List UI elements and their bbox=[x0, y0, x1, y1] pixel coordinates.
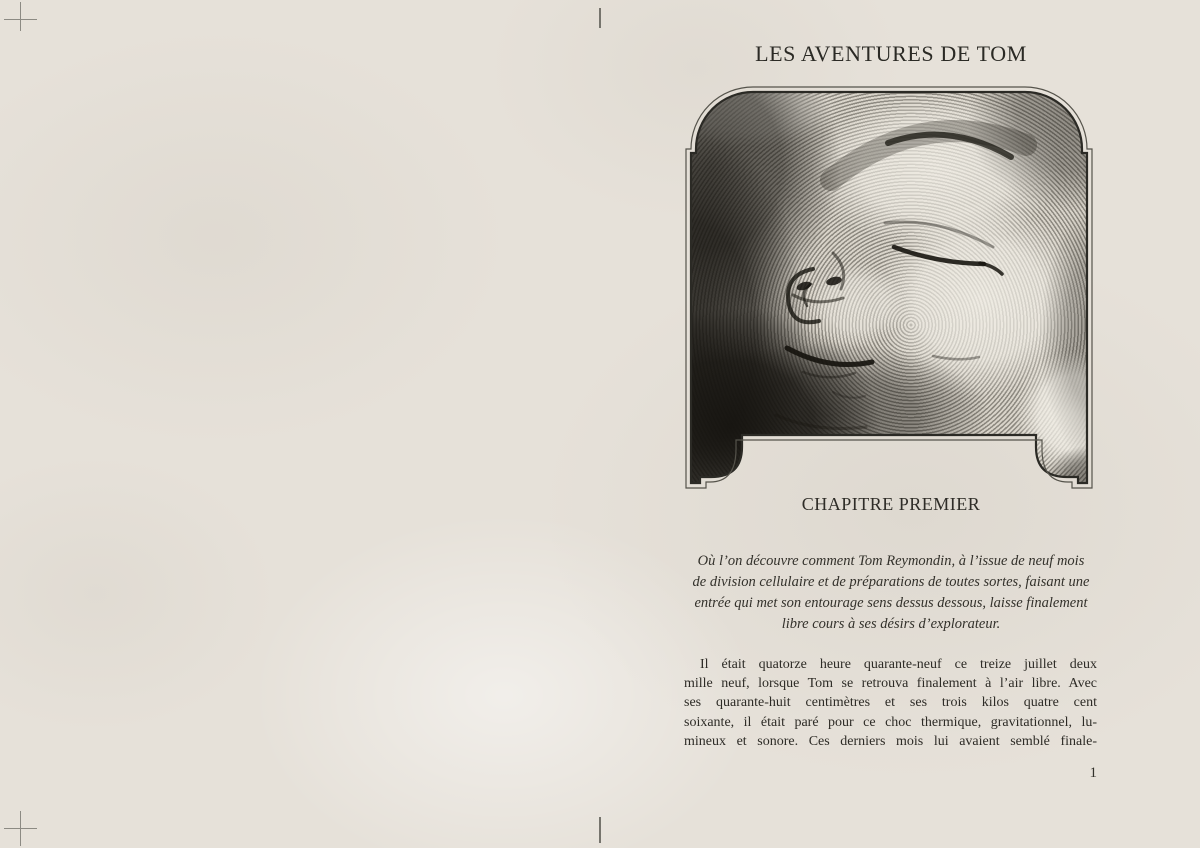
epigraph-line: libre cours à ses désirs d’explorateur. bbox=[781, 616, 1001, 632]
crop-mark-top-center bbox=[599, 8, 601, 28]
engraving-baby-image bbox=[681, 85, 1097, 490]
body-line: soixante, il était paré pour ce choc thermique, gravitationnel, lu- bbox=[684, 714, 1097, 730]
epigraph-line: Où l’on découvre comment Tom Reymondin, à l’issue de neuf mois bbox=[697, 553, 1085, 569]
crop-mark-top-left-vertical bbox=[20, 2, 21, 31]
engraving-art bbox=[681, 85, 1097, 490]
epigraph-line: de division cellulaire et de préparations de toutes sortes, faisant une bbox=[692, 574, 1090, 590]
crop-mark-bottom-center bbox=[599, 817, 601, 843]
page-number: 1 bbox=[1089, 765, 1097, 781]
chapter-epigraph bbox=[672, 551, 1110, 635]
crop-mark-bottom-left-vertical bbox=[20, 811, 21, 846]
body-line: Il était quatorze heure quarante-neuf ce treize juillet deux bbox=[700, 657, 1097, 672]
body-line: mille neuf, lorsque Tom se retrouva finalement à l’air libre. Avec bbox=[684, 676, 1097, 692]
body-line: ses quarante-huit centimètres et ses trois kilos quatre cent bbox=[684, 695, 1097, 711]
epigraph-line: entrée qui met son entourage sens dessus dessous, laisse finalement bbox=[694, 595, 1088, 611]
chapter-heading: CHAPITRE PREMIER bbox=[801, 494, 981, 514]
chapter-illustration bbox=[681, 85, 1097, 490]
body-paragraph bbox=[684, 655, 1097, 751]
body-line: mineux et sonore. Ces derniers mois lui avaient semblé finale- bbox=[684, 733, 1097, 749]
book-title: LES AVENTURES DE TOM bbox=[755, 41, 1027, 66]
